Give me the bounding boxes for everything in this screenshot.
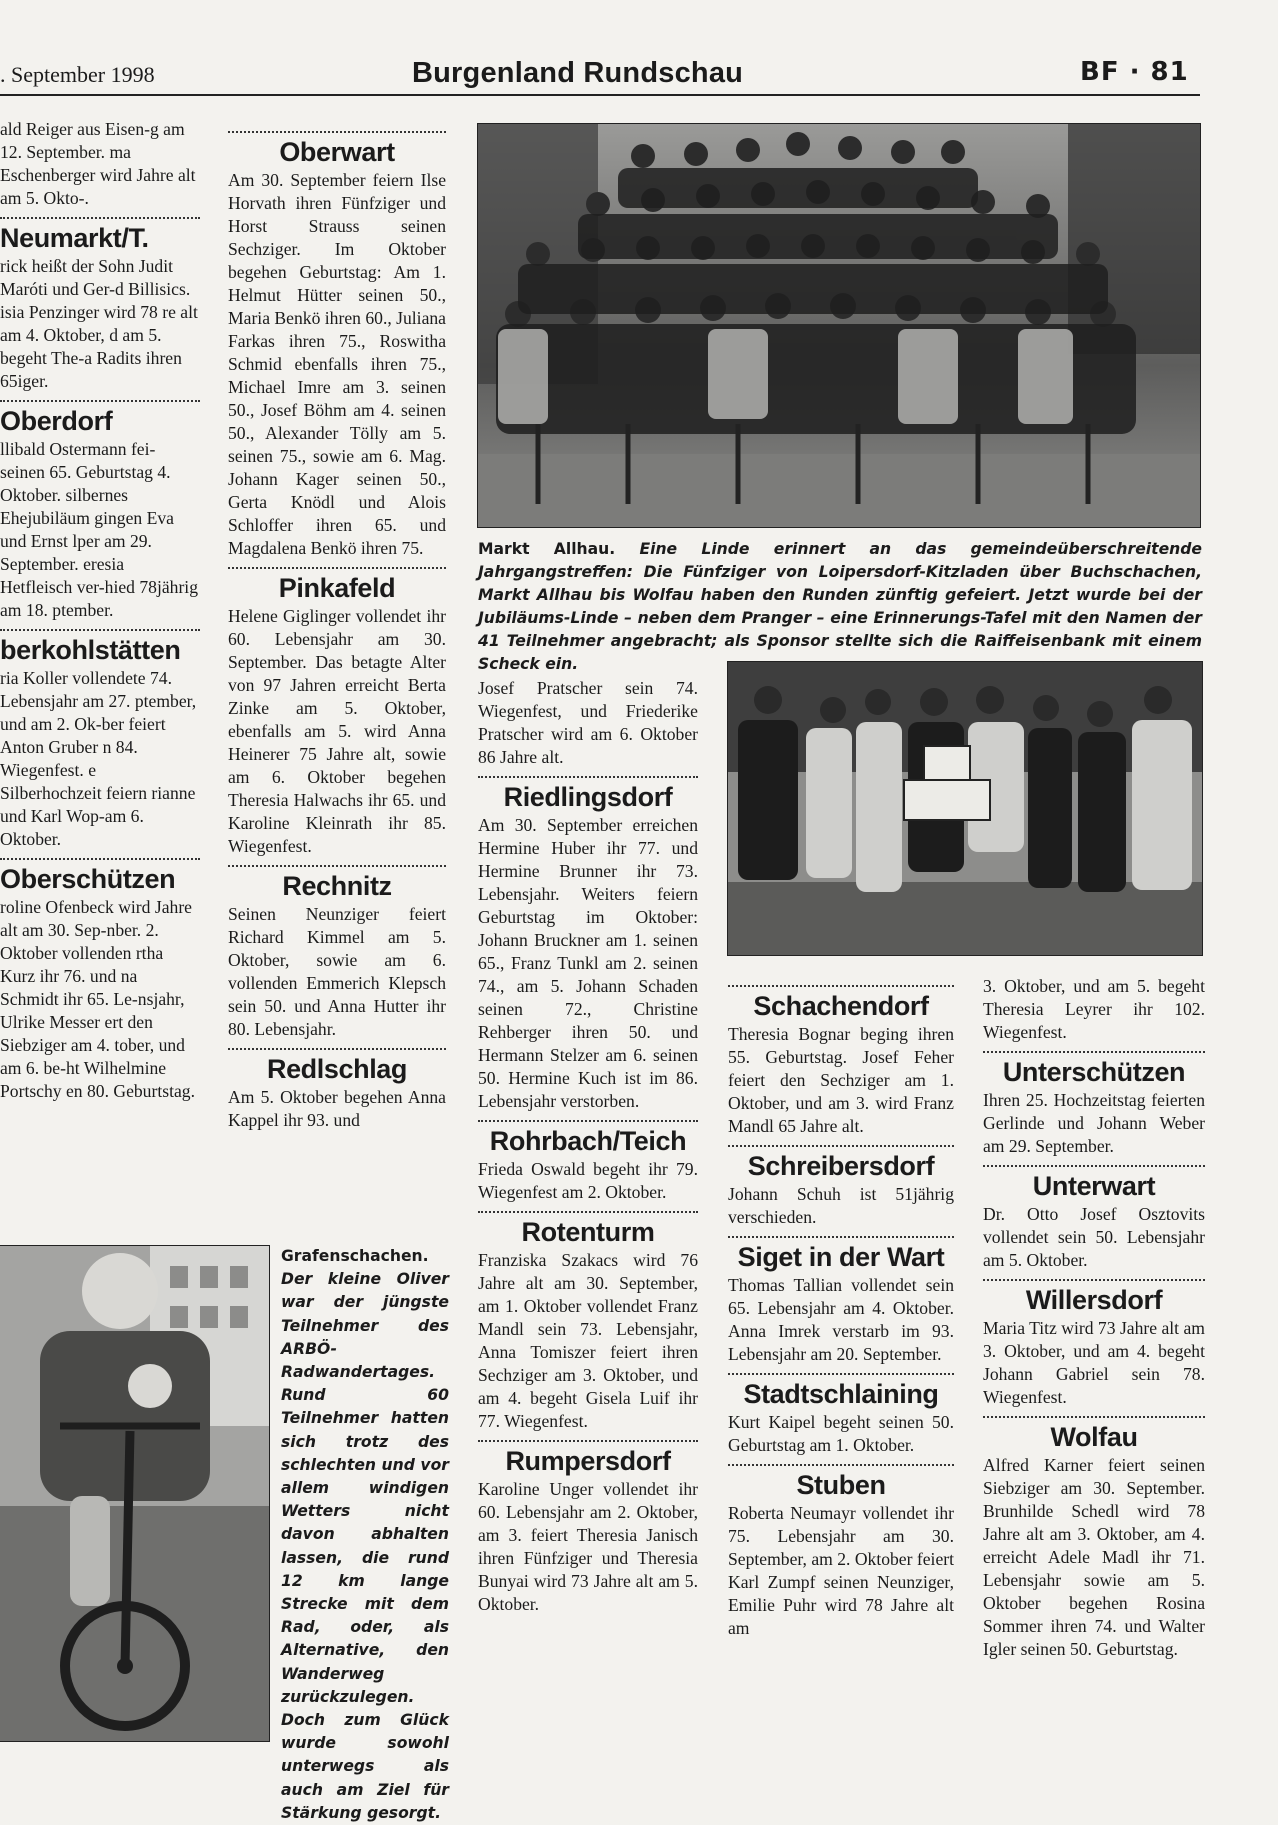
section-title-rohrbach-teich: Rohrbach/Teich xyxy=(489,1126,687,1156)
page-number: BF · 81 xyxy=(1080,57,1189,87)
dotted-divider xyxy=(983,1416,1205,1418)
column-c xyxy=(478,677,698,1616)
section-title-riedlingsdorf: Riedlingsdorf xyxy=(503,782,673,812)
issue-date: . September 1998 xyxy=(0,62,155,87)
section-text-riedlingsdorf: Am 30. September erreichen Hermine Huber ihr 77. und Hermine Brunner ihr 73. Lebensjahr. Weiters feiern Geburtstag im Oktober: Johann Bruckner am 1. seinen 65., Franz Tunkl am 2. seinen 74., am 5. Johann Schaden seinen 72., Christine Rehberger ihren 50. und Hermann Stelzer am 6. seinen 50. Hermine Kuch ist im 86. Lebensjahr verstorben. xyxy=(478,815,698,1111)
section-title-oberkohlstaetten: berkohlstätten xyxy=(0,635,181,665)
column-e xyxy=(983,975,1205,1661)
section-title-willersdorf: Willersdorf xyxy=(1025,1285,1163,1315)
dotted-divider xyxy=(728,1464,954,1466)
section-title-wolfau: Wolfau xyxy=(1050,1422,1138,1452)
column-c-intro: Josef Pratscher sein 74. Wiegenfest, und Friederike Pratscher wird am 6. Oktober 86 Jahre alt. xyxy=(478,678,698,767)
dotted-divider xyxy=(228,131,446,133)
section-title-oberdorf: Oberdorf xyxy=(0,406,113,436)
dotted-divider xyxy=(983,1279,1205,1281)
column-b xyxy=(228,124,446,1132)
child-photo-caption xyxy=(281,1245,449,1825)
section-text-willersdorf: Maria Titz wird 73 Jahre alt am 3. Oktober, und am 4. begeht Johann Gabriel sein 78. Wiegenfest. xyxy=(983,1318,1205,1407)
column-e-intro: 3. Oktober, und am 5. begeht Theresia Leyrer ihr 102. Wiegenfest. xyxy=(983,976,1205,1042)
dotted-divider xyxy=(728,1373,954,1375)
section-text-oberdorf: llibald Ostermann fei-seinen 65. Geburtstag 4. Oktober. silbernes Ehejubiläum gingen Eva und Ernst lper am 29. September. eresia Hetfleisch ver-hied 78jährig am 18. ptember. xyxy=(0,439,198,620)
dotted-divider xyxy=(0,400,200,402)
section-title-oberschuetzen: Oberschützen xyxy=(0,864,176,894)
dotted-divider xyxy=(228,865,446,867)
column-a-intro: ald Reiger aus Eisen-g am 12. September. ma Eschenberger wird Jahre alt am 5. Okto-. xyxy=(0,119,196,208)
cheque-photo xyxy=(727,661,1203,956)
dotted-divider xyxy=(228,567,446,569)
section-text-schachendorf: Theresia Bognar beging ihren 55. Geburtstag. Josef Feher feiert den Sechziger am 1. Oktober, und am 3. wird Franz Mandl 65 Jahre alt. xyxy=(728,1024,954,1136)
section-text-rechnitz: Seinen Neunziger feiert Richard Kimmel am 5. Oktober, sowie am 6. vollenden Emmerich Klepsch sein 50. und Anna Hutter ihr 80. Lebensjahr. xyxy=(228,904,446,1039)
dotted-divider xyxy=(478,1440,698,1442)
caption-lead: Markt Allhau. xyxy=(478,540,616,558)
dotted-divider xyxy=(983,1165,1205,1167)
section-text-oberwart: Am 30. September feiern Ilse Horvath ihren Fünfziger und Horst Strauss seinen Sechziger. Im Oktober begehen Geburtstag: Am 1. Helmut Hütter seinen 50., Maria Benkö ihren 60., Juliana Farkas ihren 75., Roswitha Schmid ebenfalls ihren 75., Michael Imre am 3. seinen 50., Josef Böhm am 4. seinen 50., Alexander Tölly am 5. seinen 75., sowie am 6. Mag. Johann Kager seinen 50., Gerta Knödl und Alois Schloffer ihren 65. und Magdalena Benkö ihren 75. xyxy=(228,170,446,558)
dotted-divider xyxy=(0,217,200,219)
section-text-neumarkt: rick heißt der Sohn Judit Maróti und Ger-d Billisics. isia Penzinger wird 78 re alt am 4. Oktober, d am 5. begeht The-a Radits ihren 65iger. xyxy=(0,256,198,391)
dotted-divider xyxy=(478,776,698,778)
section-text-oberschuetzen: roline Ofenbeck wird Jahre alt am 30. Sep-nber. 2. Oktober vollenden rtha Kurz ihr 76. und na Schmidt ihr 65. Le-nsjahr, Ulrike Messer ert den Siebziger am 4. tober, und am 6. be-ht Wilhelmine Portschy en 80. Geburtstag. xyxy=(0,897,195,1101)
section-text-oberkohlstaetten: ria Koller vollendete 74. Lebensjahr am 27. ptember, und am 2. Ok-ber feiert Anton Gruber n 84. Wiegenfest. e Silberhochzeit feiern rianne und Karl Wop-am 6. Oktober. xyxy=(0,668,197,849)
dotted-divider xyxy=(228,1048,446,1050)
dotted-divider xyxy=(728,1145,954,1147)
section-text-redlschlag: Am 5. Oktober begehen Anna Kappel ihr 93. und xyxy=(228,1087,446,1130)
section-title-neumarkt: Neumarkt/T. xyxy=(0,223,149,253)
section-text-siget-in-der-wart: Thomas Tallian vollendet sein 65. Lebensjahr am 4. Oktober. Anna Imrek verstarb im 93. Lebensjahr am 20. September. xyxy=(728,1275,954,1364)
section-text-rumpersdorf: Karoline Unger vollendet ihr 60. Lebensjahr am 2. Oktober, am 3. feiert Theresia Janisch ihren Fünfziger und Theresia Bunyai wird 73 Jahre alt am 5. Oktober. xyxy=(478,1479,698,1614)
caption-text: Der kleine Oliver war der jüngste Teilnehmer des ARBÖ-Radwandertages. Rund 60 Teilnehmer hatten sich trotz des schlechten und vor allem windigen Wetters nicht davon abhalten lassen, die rund 12 km lange Strecke mit dem Rad, oder, als Alternative, den Wanderweg zurückzulegen. Doch zum Glück wurde sowohl unterwegs als auch am Ziel für Stärkung gesorgt. xyxy=(281,1270,449,1822)
dotted-divider xyxy=(728,1236,954,1238)
caption-text: Eine Linde erinnert an das gemeindeüberschreitende Jahrgangstreffen: Die Fünfziger von Loipersdorf-Kitzladen über Buchschachen, Markt Allhau bis Wolfau haben den Runden zünftig gefeiert. Jetzt wurde bei der Jubiläums-Linde – neben dem Pranger – eine Erinnerungs-Tafel mit den Namen der 41 Teilnehmer angebracht; als Sponsor stellte sich die Raiffeisenbank mit einem Scheck ein. xyxy=(478,540,1202,673)
section-title-unterwart: Unterwart xyxy=(1032,1171,1156,1201)
page-header xyxy=(0,54,1200,94)
section-title-siget-in-der-wart: Siget in der Wart xyxy=(737,1242,945,1272)
section-title-unterschuetzen: Unterschützen xyxy=(1002,1057,1186,1087)
section-text-schreibersdorf: Johann Schuh ist 51jährig verschieden. xyxy=(728,1184,954,1227)
section-title-rechnitz: Rechnitz xyxy=(282,871,392,901)
section-title-oberwart: Oberwart xyxy=(279,137,395,167)
section-text-wolfau: Alfred Karner feiert seinen Siebziger am 30. September. Brunhilde Schedl wird 78 Jahre alt am 3. Oktober, am 4. erreicht Adele Madl ihr 71. Lebensjahr sowie am 5. Oktober begehen Rosina Sommer ihren 74. und Walter Igler seinen 50. Geburtstag. xyxy=(983,1455,1205,1659)
section-text-stuben: Roberta Neumayr vollendet ihr 75. Lebensjahr am 30. September, am 2. Oktober feiert Karl Zumpf seinen Neunziger, Emilie Puhr wird 78 Jahre alt am xyxy=(728,1503,954,1638)
section-title-schachendorf: Schachendorf xyxy=(753,991,929,1021)
group-photo xyxy=(477,123,1201,528)
dotted-divider xyxy=(478,1211,698,1213)
section-text-unterwart: Dr. Otto Josef Osztovits vollendet sein 50. Lebensjahr am 5. Oktober. xyxy=(983,1204,1205,1270)
section-text-stadtschlaining: Kurt Kaipel begeht seinen 50. Geburtstag am 1. Oktober. xyxy=(728,1412,954,1455)
newspaper-title: Burgenland Rundschau xyxy=(412,57,744,89)
section-title-redlschlag: Redlschlag xyxy=(266,1054,408,1084)
header-rule xyxy=(0,94,1200,96)
section-text-rotenturm: Franziska Szakacs wird 76 Jahre alt am 30. September, am 1. Oktober vollendet Franz Mandl sein 73. Lebensjahr, Anna Tomiszer feiert ihren Sechziger am 3. Oktober, und am 4. begeht Gisela Luif ihr 77. Wiegenfest. xyxy=(478,1250,698,1431)
section-title-stuben: Stuben xyxy=(796,1470,886,1500)
section-text-unterschuetzen: Ihren 25. Hochzeitstag feierten Gerlinde und Johann Weber am 29. September. xyxy=(983,1090,1205,1156)
section-title-stadtschlaining: Stadtschlaining xyxy=(743,1379,939,1409)
dotted-divider xyxy=(0,629,200,631)
section-title-schreibersdorf: Schreibersdorf xyxy=(747,1151,935,1181)
column-d xyxy=(728,978,954,1640)
caption-lead: Grafenschachen. xyxy=(281,1247,429,1265)
section-text-rohrbach-teich: Frieda Oswald begeht ihr 79. Wiegenfest am 2. Oktober. xyxy=(478,1159,698,1202)
dotted-divider xyxy=(983,1051,1205,1053)
section-title-rumpersdorf: Rumpersdorf xyxy=(505,1446,671,1476)
dotted-divider xyxy=(728,985,954,987)
dotted-divider xyxy=(0,858,200,860)
section-text-pinkafeld: Helene Giglinger vollendet ihr 60. Lebensjahr am 30. September. Das betagte Alter von 97 Jahren erreicht Berta Zinke am 5. Oktober, ebenfalls am 5. wird Anna Heinerer 75 Jahre alt, sowie am 6. Oktober begehen Theresia Halwachs ihr 65. und Karoline Kleinrath ihr 85. Wiegenfest. xyxy=(228,606,446,856)
section-title-pinkafeld: Pinkafeld xyxy=(278,573,396,603)
group-photo-caption xyxy=(478,538,1202,676)
dotted-divider xyxy=(478,1120,698,1122)
section-title-rotenturm: Rotenturm xyxy=(521,1217,655,1247)
column-a xyxy=(0,118,200,1103)
child-bicycle-photo xyxy=(0,1245,270,1742)
